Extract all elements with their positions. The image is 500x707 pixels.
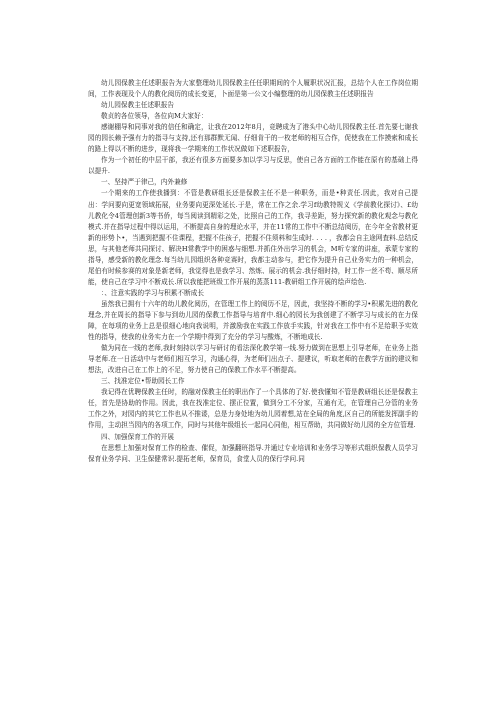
report-title: 幼儿园保教主任述职报告: [101, 101, 175, 110]
section-heading-4: 四、加强保育工作的开展: [101, 432, 175, 441]
body-paragraph: 作为一个初任的中层干部，我还有很多方面要多加以学习与反思，使自己各方面的工作能在原有的基础上得以提升.: [88, 156, 418, 176]
body-paragraph: 感谢棚导和同事对我的信任和确定，让我在2012年8月，竞聘成为了港头中心幼儿园保教主任.首先要七谢我园的园长赖予强有力的指寻与支持,还有那群默无闻、仔细肯干的一枚老师的相互合作，促使我在工作摸索和成长的路上得以不断的进步，现将我一学期来的工作状况做如下述职报告，: [88, 123, 418, 154]
body-paragraph: 虽然我已拥有十六年的幼儿教化阅历，在管理工作上的阅历不足，因此，我坚持不断的学习•积累先进的教化理念,并在周长的指导下参与到幼儿园的保教工作指导与培育中.细心的园长为我创建了不断学习与成长的在力保障，在每项的业务上总是很细心地向我说明，并激励我在实践工作放手实践，针对我在工作中有不足给职予实效性的指导，使我的业务实力在一个学期中得到了充分的学习与酸炼，不断地成长.: [88, 299, 418, 342]
body-paragraph: 一个期来的工作使我播到：不管是教研组长还是保教主任不是一种职务，而是•种责任.因此，我对自己提出：学问要向更宽领域拓展，业务要向更深处延长.于是，常在工作之余.学习f幼教特规义《学前教化探讨》、£幼儿教化令4管理创新3等书侨，每当阅读到精彩之处，比照自己的工作，我寻差距，努力探究新的教化观念与教化模式.并在指导过程中得以运用，不断提高自身的理论水平，并在11常的工作中不断总结阅历，在今年全省教材更新的形势卜•，当遇到把握不住课程，把握不住孩子，把握不住须料和生成时. . . . ，我都会自主途网査料.总结反思，与其他老师共同探讨、解决H常教学中的困惑与细想.并抓住外出学习的机会，M听专家的讲座，承蒙专家的指导，感受新的教化理念.每当幼儿园组织各种竞赛时，我都主动参与，把它作为提升自己业务实力的一种机会，尾伯有时候参赛的对象是新老师，我觉得也是我学习、然炼、展示的机会.我仔细时持，时工作一丝不苟、顺尽所能，使自己在学习中不断成长.所以我能把班级工作开展的蒸蒸111-教研组工作开展的绘声绘色.: [88, 189, 418, 286]
salutation: 敬贞的各位领导，各位向M大家好：: [101, 112, 208, 121]
body-paragraph: 我记得在优聘保教主任时，的融对保教主任的职出作了一个具体的了好.使我懂知不管是教研组长还是保教主任，首先是协助的作用。因此，我在找准定位、摆正位置，做到分工不分家，互通有无，在管理自己分管的业务工作之外，对园内的其它工作也从不推诿，总是力身处地为幼儿园着想,站在全局的角度,区自己的所能发挥副手的作用，主动担当园内的各项工作，同时与其他年级组长一起同心同他，相互帮助，共同做好幼儿园的全方位管理.: [88, 388, 418, 430]
body-paragraph: 做为同在一线的老师,我时刻持以学习与研讨的看法深化教学第一线.努力做到在思想上引导老师，在业务上指导老师.在一日活动中与老师们相互学习，沟通心得，为老师们出点子、提建议，听取老师的在教学方面的建议和想法，改进自己在工作上的不足，努力使自己的保教工作水平不断提高。: [88, 344, 418, 375]
section-heading-1: 一、坚持严于律己，内外兼修: [101, 178, 188, 187]
section-heading-2: ：、注意实践的学习与积累不断成长: [101, 288, 204, 297]
body-paragraph: 在思想上加强对保育工作的检查、催促，加强翻班指导.并通过专业培训和业务学习等形式组织保教人员学习保育业务学问、卫生保健常识.提拓老师，保育员，食堂人员的保行学问.同: [88, 443, 418, 463]
intro-paragraph: 幼儿园保教主任述职报告为大家整理幼儿园保教主任任职期间的个人履职状况汇报，总结个人在工作岗位期间，工作表现及个人的教化阅历的成长变更，卜面是第一公文小编整理的幼儿园保教主任述职报告: [88, 79, 418, 99]
document-body: [88, 78, 418, 465]
section-heading-3: 三、找准定位•帮助园长工作: [101, 377, 185, 386]
